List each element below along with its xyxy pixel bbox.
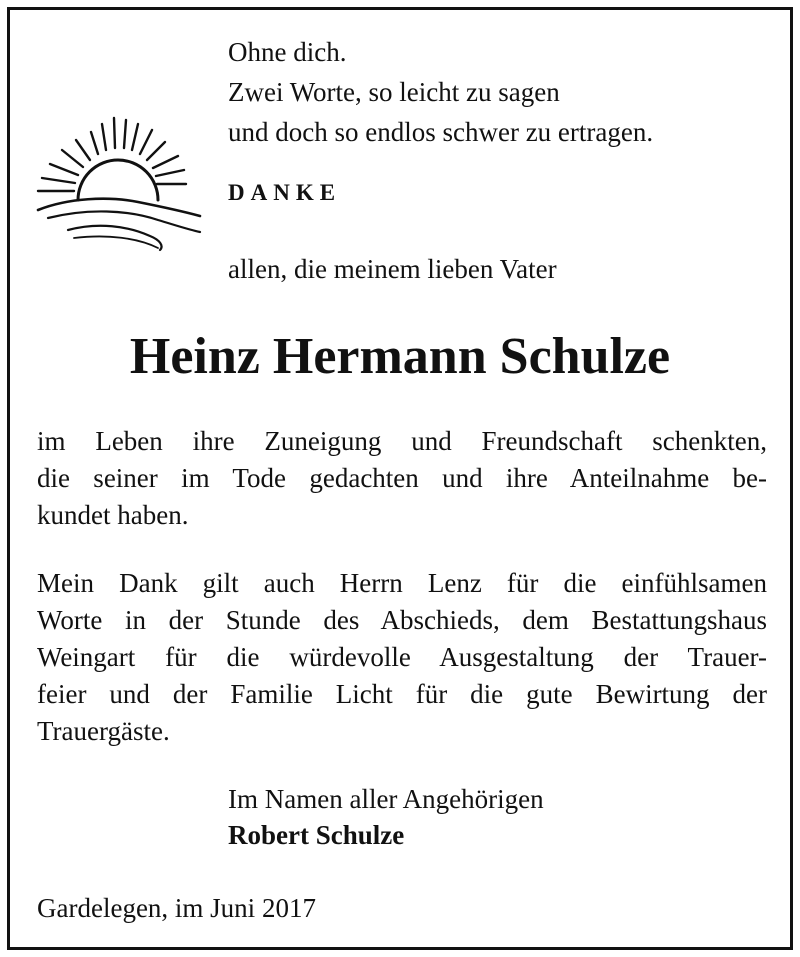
sunset-hills-icon xyxy=(28,110,208,255)
paragraph-line: Mein Dank gilt auch Herrn Lenz für die einfühlsamen xyxy=(37,568,767,598)
paragraph-line: kundet haben. xyxy=(37,500,189,530)
paragraph-gratitude xyxy=(37,565,767,750)
deceased-name: Heinz Hermann Schulze xyxy=(129,328,671,385)
paragraph-line: Trauergäste. xyxy=(37,716,170,746)
heading-danke: DANKE xyxy=(228,180,342,205)
signature xyxy=(228,781,544,853)
poem-line: Zwei Worte, so leicht zu sagen xyxy=(228,77,560,107)
intro-line: allen, die meinem lieben Vater xyxy=(228,254,557,284)
poem xyxy=(228,32,653,152)
paragraph-thanks xyxy=(37,423,767,534)
signature-name: Robert Schulze xyxy=(228,820,405,850)
paragraph-line: feier und der Familie Licht für die gute Bewirtung der xyxy=(37,679,767,709)
poem-line: und doch so endlos schwer zu ertragen. xyxy=(228,117,654,147)
signature-line: Im Namen aller Angehörigen xyxy=(228,784,544,814)
paragraph-line: Worte in der Stunde des Abschieds, dem Bestattungshaus xyxy=(37,605,767,635)
poem-line: Ohne dich. xyxy=(228,37,347,67)
paragraph-line: Weingart für die würdevolle Ausgestaltung der Trauer- xyxy=(37,642,767,672)
place-date: Gardelegen, im Juni 2017 xyxy=(37,893,316,923)
paragraph-line: die seiner im Tode gedachten und ihre Anteilnahme be- xyxy=(37,463,767,493)
paragraph-line: im Leben ihre Zuneigung und Freundschaft schenkten, xyxy=(37,426,767,456)
